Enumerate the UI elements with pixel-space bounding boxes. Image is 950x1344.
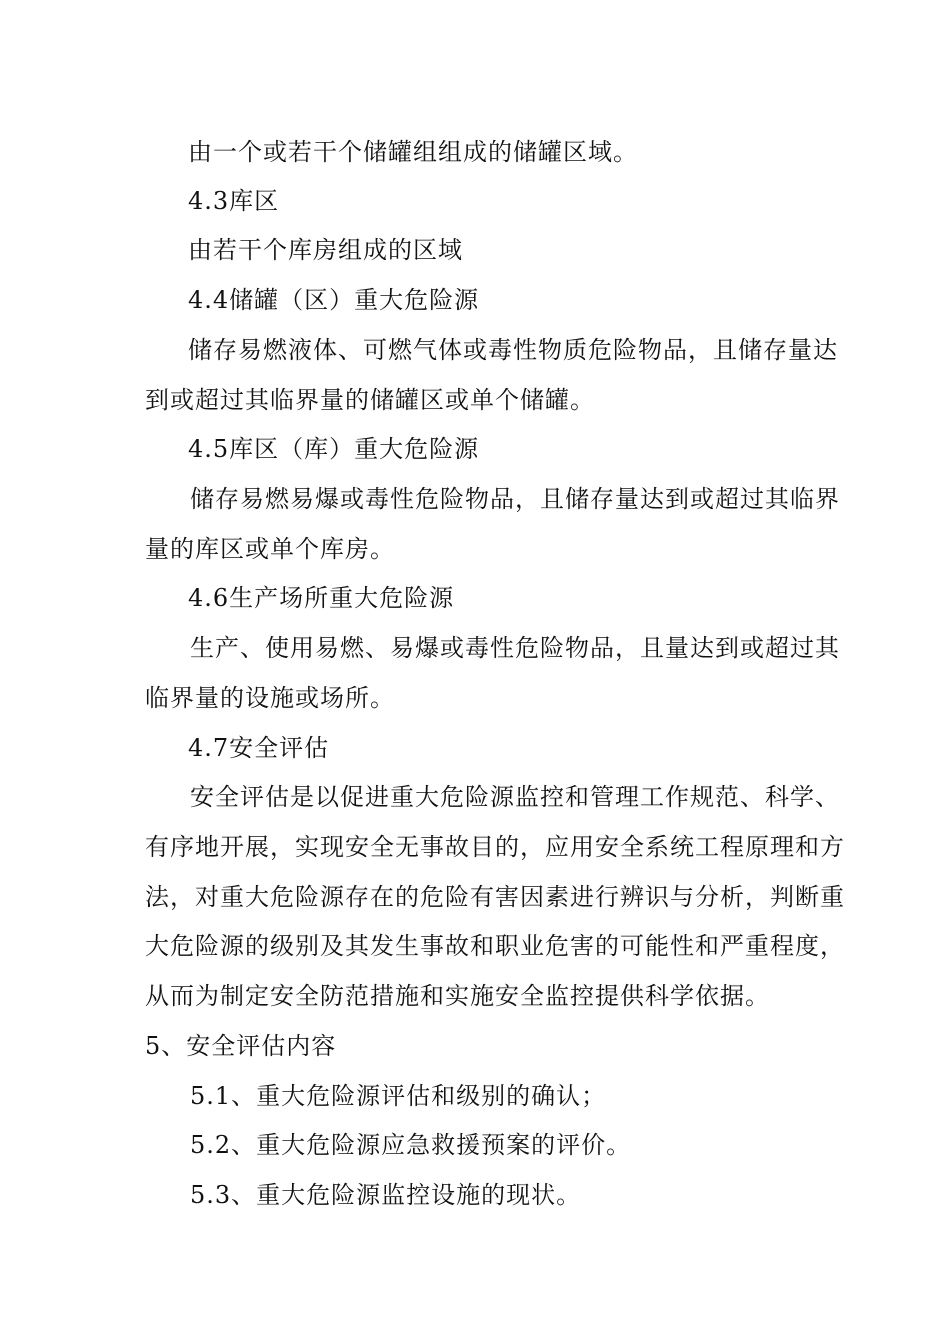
list-item: 5.2、重大危险源应急救援预案的评价。 bbox=[190, 1131, 632, 1159]
section-heading-4-5: 4.5库区（库）重大危险源 bbox=[188, 435, 480, 463]
paragraph-line: 量的库区或单个库房。 bbox=[145, 535, 395, 563]
paragraph-line: 到或超过其临界量的储罐区或单个储罐。 bbox=[145, 386, 595, 414]
paragraph-line: 有序地开展，实现安全无事故目的，应用安全系统工程原理和方 bbox=[145, 833, 845, 861]
paragraph-line: 储存易燃液体、可燃气体或毒性物质危险物品，且储存量达 bbox=[188, 336, 838, 364]
paragraph-line: 生产、使用易燃、易爆或毒性危险物品，且量达到或超过其 bbox=[190, 634, 840, 662]
section-heading-4-6: 4.6生产场所重大危险源 bbox=[188, 584, 455, 612]
paragraph-line: 从而为制定安全防范措施和实施安全监控提供科学依据。 bbox=[145, 982, 770, 1010]
list-item: 5.3、重大危险源监控设施的现状。 bbox=[190, 1181, 582, 1209]
paragraph-line: 法，对重大危险源存在的危险有害因素进行辨识与分析，判断重 bbox=[145, 883, 845, 911]
section-heading-4-7: 4.7安全评估 bbox=[188, 734, 330, 762]
paragraph-line: 由一个或若干个储罐组组成的储罐区域。 bbox=[188, 138, 638, 166]
list-item: 5.1、重大危险源评估和级别的确认； bbox=[190, 1082, 607, 1110]
section-heading-5: 5、安全评估内容 bbox=[145, 1032, 337, 1060]
paragraph-line: 大危险源的级别及其发生事故和职业危害的可能性和严重程度， bbox=[145, 932, 845, 960]
section-heading-4-4: 4.4储罐（区）重大危险源 bbox=[188, 286, 480, 314]
paragraph-line: 储存易燃易爆或毒性危险物品，且储存量达到或超过其临界 bbox=[190, 485, 840, 513]
paragraph-line: 由若干个库房组成的区域 bbox=[188, 236, 463, 264]
section-heading-4-3: 4.3库区 bbox=[188, 187, 280, 215]
paragraph-line: 临界量的设施或场所。 bbox=[145, 684, 395, 712]
paragraph-line: 安全评估是以促进重大危险源监控和管理工作规范、科学、 bbox=[190, 783, 840, 811]
